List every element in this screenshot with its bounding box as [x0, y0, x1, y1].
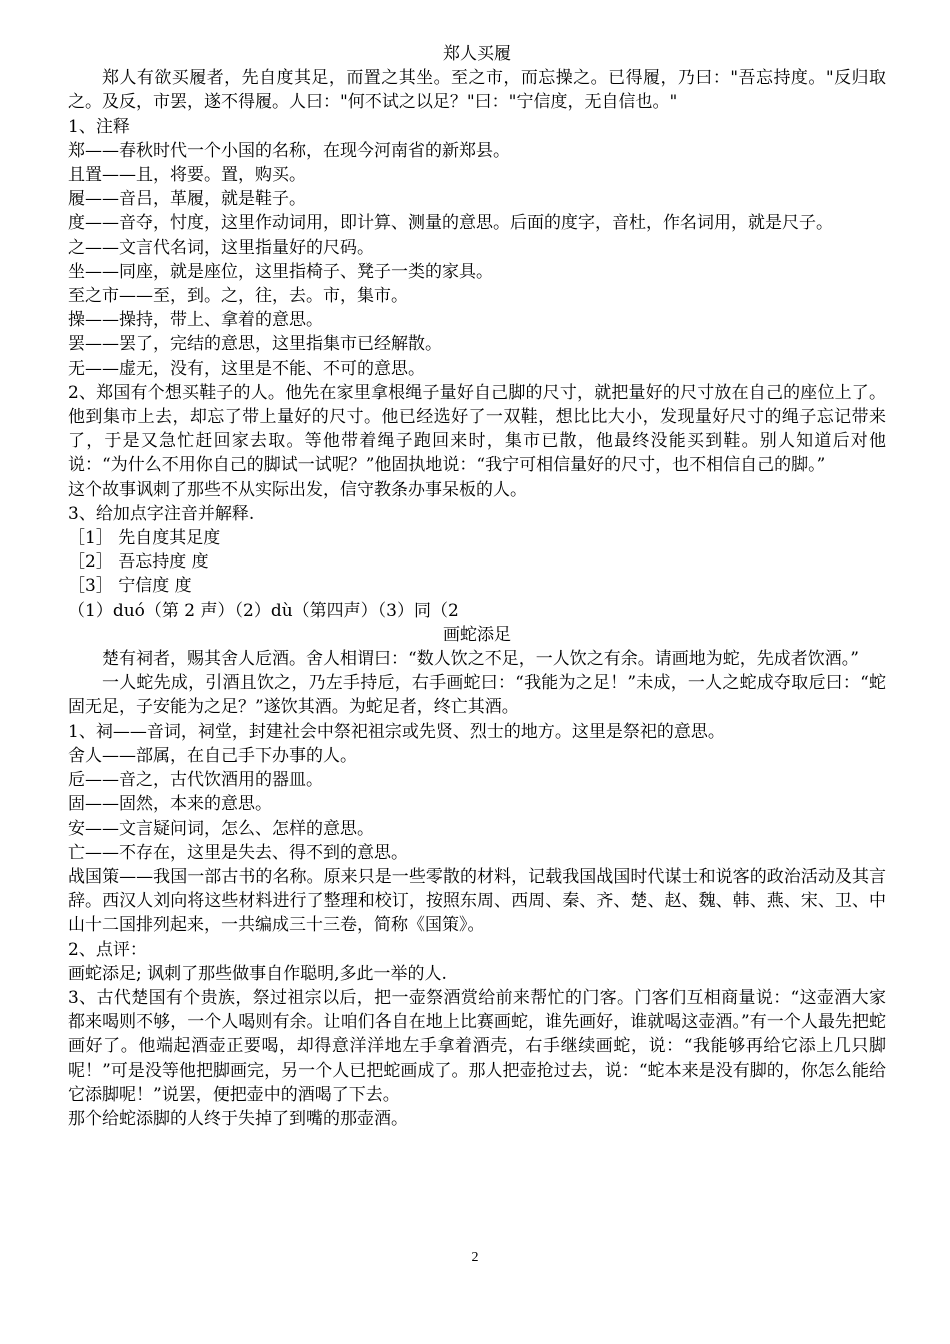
note-line: 且置——且，将要。置，购买。 — [68, 165, 306, 186]
note-line: 履——音吕，革履，就是鞋子。 — [68, 189, 306, 210]
classical-text-snake: 楚有祠者，赐其舍人卮酒。舍人相谓曰：“数人饮之不足，一人饮之有余。请画地为蛇，先成者饮酒。” — [102, 649, 859, 670]
note-line: 无——虚无，没有，这里是不能、不可的意思。 — [68, 358, 425, 379]
note-line: 卮——音之，古代饮酒用的器皿。 — [68, 770, 323, 791]
page-number: 2 — [471, 1250, 479, 1265]
classical-text-zheng: 郑人有欲买履者，先自度其足，而置之其坐。至之市，而忘操之。已得履，乃曰："吾忘持度。"反归取之。及反，市罢，遂不得履。人曰："何不试之以足？"曰："宁信度，无自信也。" — [68, 68, 886, 113]
note-line: 亡——不存在，这里是失去、得不到的意思。 — [68, 842, 408, 863]
note-line: 郑——春秋时代一个小国的名称，在现今河南省的新郑县。 — [68, 140, 510, 161]
document-page — [68, 42, 886, 1131]
note-paragraph: 战国策——我国一部古书的名称。原来只是一些零散的材料，记载我国战国时代谋士和说客的政治活动及其言辞。西汉人刘向将这些材料进行了整理和校订，按照东周、西周、秦、齐、楚、赵、魏、韩、燕、宋、卫、中山十二国排列起来，一共编成三十三卷，简称《国策》。 — [68, 866, 886, 936]
note-line: 固——固然，本来的意思。 — [68, 794, 272, 815]
exercise-heading: 3、给加点字注音并解释. — [68, 503, 255, 524]
note-line: 之——文言代名词，这里指量好的尺码。 — [68, 237, 374, 258]
section-title-zheng: 郑人买履 — [443, 44, 511, 64]
section-title-snake: 画蛇添足 — [443, 624, 511, 645]
comment-heading: 2、点评： — [68, 939, 147, 960]
translation-paragraph: 3、古代楚国有个贵族，祭过祖宗以后，把一壶祭酒赏给前来帮忙的门客。门客们互相商量说：“这壶酒大家都来喝则不够，一个人喝则有余。让咱们各自在地上比赛画蛇，谁先画好，谁就喝这壶酒。”有一个人最先把蛇画好了。他端起酒壶正要喝，却得意洋洋地左手拿着酒壳，右手继续画蛇，说：“我能够再给它添上几只脚呢！”可是没等他把脚画完，另一个人已把蛇画成了。那人把壶抢过去，说：“蛇本来是没有脚的，你怎么能给它添脚呢！”说罢，便把壶中的酒喝了下去。 — [68, 987, 886, 1105]
note-line: 1、祠——音词，祠堂，封建社会中祭祀祖宗或先贤、烈士的地方。这里是祭祀的意思。 — [68, 721, 725, 742]
exercise-item: ［2］ 吾忘持度 度 — [68, 552, 209, 573]
moral-line: 这个故事讽刺了那些不从实际出发，信守教条办事呆板的人。 — [68, 479, 527, 500]
note-line: 度——音夺，忖度，这里作动词用，即计算、测量的意思。后面的度字，音杜，作名词用，就是尺子。 — [68, 213, 833, 234]
exercise-item: ［1］ 先自度其足度 — [68, 528, 221, 549]
note-line: 至之市——至，到。之，往，去。市，集市。 — [68, 286, 408, 307]
note-line: 操——操持，带上、拿着的意思。 — [68, 310, 323, 331]
note-line: 罢——罢了，完结的意思，这里指集市已经解散。 — [68, 334, 442, 355]
classical-text-snake: 一人蛇先成，引酒且饮之，乃左手持卮，右手画蛇曰：“我能为之足！”未成，一人之蛇成夺取卮曰：“蛇固无足，子安能为之足？”遂饮其酒。为蛇足者，终亡其酒。 — [68, 673, 886, 718]
comment-line: 画蛇添足; 讽刺了那些做事自作聪明,多此一举的人. — [68, 963, 447, 984]
note-line: 安——文言疑问词，怎么、怎样的意思。 — [68, 818, 374, 839]
ending-line: 那个给蛇添脚的人终于失掉了到嘴的那壶酒。 — [68, 1108, 408, 1129]
notes-heading: 1、注释 — [68, 116, 130, 137]
exercise-item: ［3］ 宁信度 度 — [68, 576, 192, 597]
note-line: 坐——同座，就是座位，这里指椅子、凳子一类的家具。 — [68, 261, 493, 282]
translation-paragraph: 2、郑国有个想买鞋子的人。他先在家里拿根绳子量好自己脚的尺寸，就把量好的尺寸放在自己的座位上了。他到集市上去，却忘了带上量好的尺寸。他已经选好了一双鞋，想比比大小，发现量好尺寸的绳子忘记带来了，于是又急忙赶回家去取。等他带着绳子跑回来时，集市已散，他最终没能买到鞋。别人知道后对他说：“为什么不用你自己的脚试一试呢？”他固执地说：“我宁可相信量好的尺寸，也不相信自己的脚。” — [68, 382, 886, 476]
answer-line: （1）duó（第 2 声）（2）dù（第四声）（3）同（2 — [68, 600, 459, 621]
note-line: 舍人——部属，在自己手下办事的人。 — [68, 745, 357, 766]
